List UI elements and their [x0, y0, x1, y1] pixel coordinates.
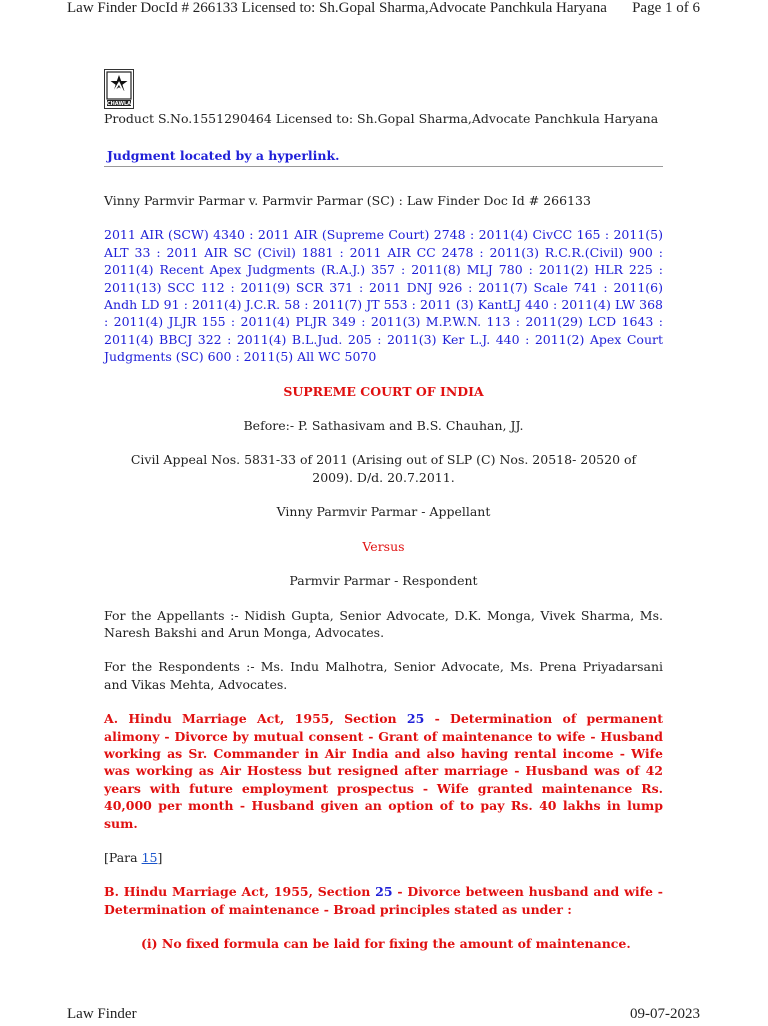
document-body [104, 110, 663, 953]
header-doc-info: Law Finder DocId # 266133 Licensed to: Sh.Gopal Sharma,Advocate Panchkula Haryana [67, 0, 607, 16]
headnote-b-prefix: B. Hindu Marriage Act, 1955, Section [104, 884, 376, 900]
header-page-number: Page 1 of 6 [632, 0, 700, 16]
case-title: Vinny Parmvir Parmar v. Parmvir Parmar (SC) : Law Finder Doc Id # 266133 [104, 193, 591, 208]
headnote-b-text: - Divorce between husband and wife - Determination of maintenance - Broad principles stated as under : [104, 884, 663, 917]
appellants-counsel: For the Appellants :- Nidish Gupta, Senior Advocate, D.K. Monga, Vivek Sharma, Ms. Naresh Bakshi and Arun Monga, Advocates. [104, 607, 663, 640]
citations: 2011 AIR (SCW) 4340 : 2011 AIR (Supreme Court) 2748 : 2011(4) CivCC 165 : 2011(5) ALT 33 : 2011 AIR SC (Civil) 1881 : 2011 AIR CC 2478 : 2011(3) R.C.R.(Civil) 900 : 2011(4) Recent Apex Judgments (R.A.J.) 357 : 2011(8) MLJ 780 : 2011(2) HLR 225 : 2011(13) SCC 112 : 2011(9) SCR 371 : 2011 DNJ 926 : 2011(7) Scale 741 : 2011(6) Andh LD 91 : 2011(4) J.C.R. 58 : 2011(7) JT 553 : 2011 (3) KantLJ 440 : 2011(4) LW 368 : 2011(4) JLJR 155 : 2011(4) PLJR 349 : 2011(3) M.P.W.N. 113 : 2011(29) LCD 1643 : 2011(4) BBCJ 322 : 2011(4) B.L.Jud. 205 : 2011(3) Ker L.J. 440 : 2011(2) Apex Court Judgments (SC) 600 : 2011(5) All WC 5070 [104, 227, 663, 365]
para-ref-prefix: [Para [104, 849, 142, 865]
headnote-a-prefix: A. Hindu Marriage Act, 1955, Section [104, 711, 407, 727]
page-header [67, 0, 700, 20]
footer-date: 09-07-2023 [630, 1006, 700, 1022]
para-ref-suffix: ] [157, 849, 163, 865]
chawla-logo-icon [104, 69, 134, 109]
page-footer [67, 1006, 700, 1026]
headnote-b [104, 883, 663, 918]
headnote-a [104, 710, 663, 832]
para-reference [104, 849, 663, 866]
respondent: Parmvir Parmar - Respondent [289, 573, 478, 589]
appellant: Vinny Parmvir Parmar - Appellant [276, 504, 491, 520]
footer-brand: Law Finder [67, 1006, 137, 1022]
bench: Before:- P. Sathasivam and B.S. Chauhan, JJ. [243, 418, 524, 434]
headnote-b-section-link[interactable]: 25 [375, 884, 393, 900]
court-name: SUPREME COURT OF INDIA [283, 383, 484, 399]
point-i: (i) No fixed formula can be laid for fixing the amount of maintenance. [141, 936, 631, 952]
versus: Versus [362, 538, 405, 554]
respondents-counsel: For the Respondents :- Ms. Indu Malhotra, Senior Advocate, Ms. Prena Priyadarsani and Vikas Mehta, Advocates. [104, 659, 663, 692]
product-license: Product S.No.1551290464 Licensed to: Sh.Gopal Sharma,Advocate Panchkula Haryana [104, 111, 659, 126]
hyperlink-note: Judgment located by a hyperlink. [107, 148, 340, 163]
headnote-a-section-link[interactable]: 25 [406, 711, 425, 727]
headnote-a-text: - Determination of permanent alimony - Divorce by mutual consent - Grant of maintenance to wife - Husband working as Sr. Commander in Air India and also having rental income - Wife was working as Air Hostess but resigned after marriage - Husband was of 42 years with future employment prospectus - Wife granted maintenance Rs. 40,000 per month - Husband given an option of to pay Rs. 40 lakhs in lump sum. [104, 711, 663, 831]
appeal-details: Civil Appeal Nos. 5831-33 of 2011 (Arising out of SLP (C) Nos. 20518- 20520 of 2009). D/d. 20.7.2011. [130, 452, 637, 485]
para-15-link[interactable]: 15 [141, 849, 158, 865]
logo-text: CHAWLA [106, 101, 132, 108]
